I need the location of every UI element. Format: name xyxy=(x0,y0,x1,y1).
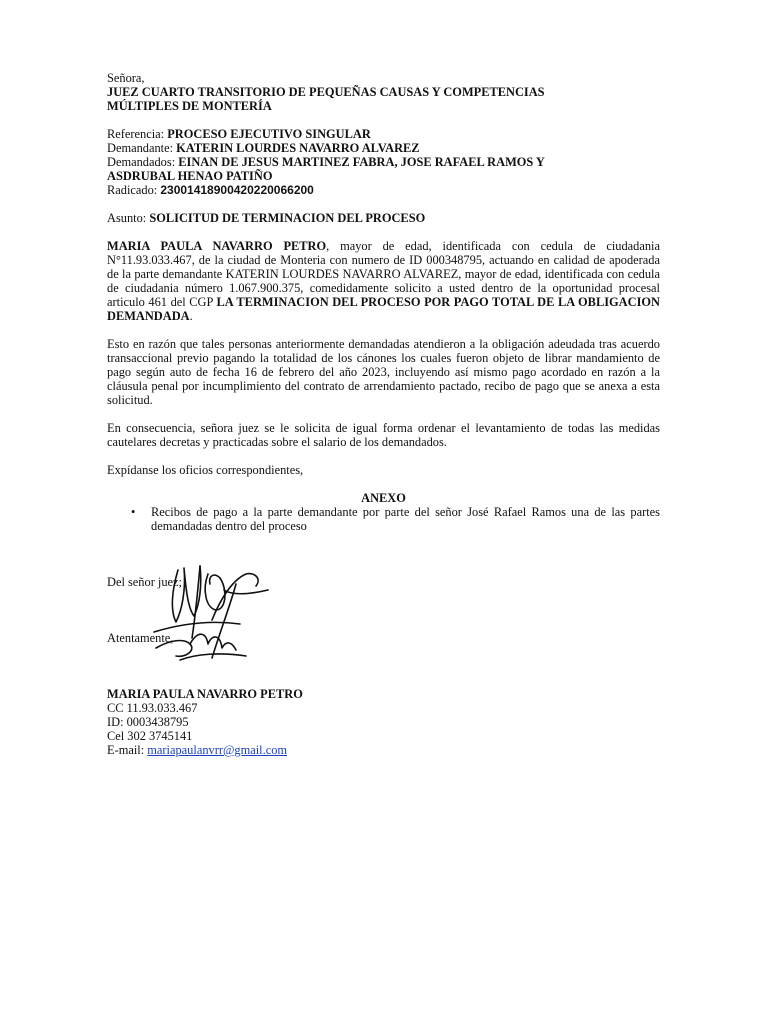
court-name-line2: MÚLTIPLES DE MONTERÍA xyxy=(107,99,272,113)
radicado-line xyxy=(107,183,660,197)
paragraph-consequence: En consecuencia, señora juez se le solicita de igual forma ordenar el levantamiento de todas las medidas cautelares decretas y practicadas sobre el salario de los demandados. xyxy=(107,421,660,449)
demandados-value-line2: ASDRUBAL HENAO PATIÑO xyxy=(107,169,273,183)
anexo-title: ANEXO xyxy=(361,491,406,505)
signer-name: MARIA PAULA NAVARRO PETRO xyxy=(107,687,303,701)
demandados-label: Demandados: xyxy=(107,155,176,169)
paragraph-oficios: Expídanse los oficios correspondientes, xyxy=(107,463,304,477)
signer-email-label: E-mail: xyxy=(107,743,145,757)
referencia-line xyxy=(107,127,660,141)
signer-cel: Cel 302 3745141 xyxy=(107,729,193,743)
salutation: Señora, xyxy=(107,71,145,85)
demandante-label: Demandante: xyxy=(107,141,174,155)
referencia-value: PROCESO EJECUTIVO SINGULAR xyxy=(167,127,371,141)
requester-name: MARIA PAULA NAVARRO PETRO xyxy=(107,239,327,253)
letter-document xyxy=(107,71,660,757)
radicado-label: Radicado: xyxy=(107,183,158,197)
paragraph-request-period: . xyxy=(189,309,193,323)
asunto-label: Asunto: xyxy=(107,211,147,225)
anexo-list xyxy=(107,505,660,533)
asunto-value: SOLICITUD DE TERMINACION DEL PROCESO xyxy=(149,211,426,225)
list-item: • Recibos de pago a la parte demandante por parte del señor José Rafael Ramos una de las partes demandadas dentro del proceso xyxy=(151,505,660,533)
closing-judge: Del señor juez; xyxy=(107,575,183,589)
signer-email-line xyxy=(107,743,660,757)
closing-atentamente: Atentamente, xyxy=(107,631,174,645)
paragraph-request-bold: LA TERMINACION DEL PROCESO POR PAGO TOTAL DE LA OBLIGACION DEMANDADA xyxy=(107,295,660,323)
radicado-value: 23001418900420220066200 xyxy=(160,183,314,197)
signer-email-link[interactable]: mariapaulanvrr@gmail.com xyxy=(147,743,288,757)
demandados-value-line1: EINAN DE JESUS MARTINEZ FABRA, JOSE RAFAEL RAMOS Y xyxy=(178,155,545,169)
paragraph-request-text: , mayor de edad, identificada con cedula de ciudadania N°11.93.033.467, de la ciudad de Monteria con numero de ID 000348795, actuando en calidad de apoderada de la parte demandante KATERIN LOURDES NAVARRO ALVAREZ, mayor de edad, identificada con cedula de ciudadania número 1.067.900.375, comedidamente solicito a usted dentro de la oportunidad procesal articulo 461 del CGP xyxy=(107,239,660,309)
paragraph-reason: Esto en razón que tales personas anteriormente demandadas atendieron a la obligación adeudada tras acuerdo transaccional previo pagando la totalidad de los cánones los cuales fueron objeto de librar mandamiento de pago según auto de fecha 16 de febrero del año 2023, incluyendo así mismo pago acordado en razón a la cláusula penal por incumplimiento del contrato de arrendamiento pactado, recibo de pago que se anexa a esta solicitud. xyxy=(107,337,660,407)
asunto-line xyxy=(107,211,660,225)
referencia-label: Referencia: xyxy=(107,127,165,141)
demandados-line xyxy=(107,155,660,169)
signer-cc: CC 11.93.033.467 xyxy=(107,701,198,715)
demandante-value: KATERIN LOURDES NAVARRO ALVAREZ xyxy=(176,141,420,155)
signer-id: ID: 0003438795 xyxy=(107,715,189,729)
demandante-line xyxy=(107,141,660,155)
court-name-line1: JUEZ CUARTO TRANSITORIO DE PEQUEÑAS CAUSAS Y COMPETENCIAS xyxy=(107,85,545,99)
paragraph-request xyxy=(107,239,660,323)
